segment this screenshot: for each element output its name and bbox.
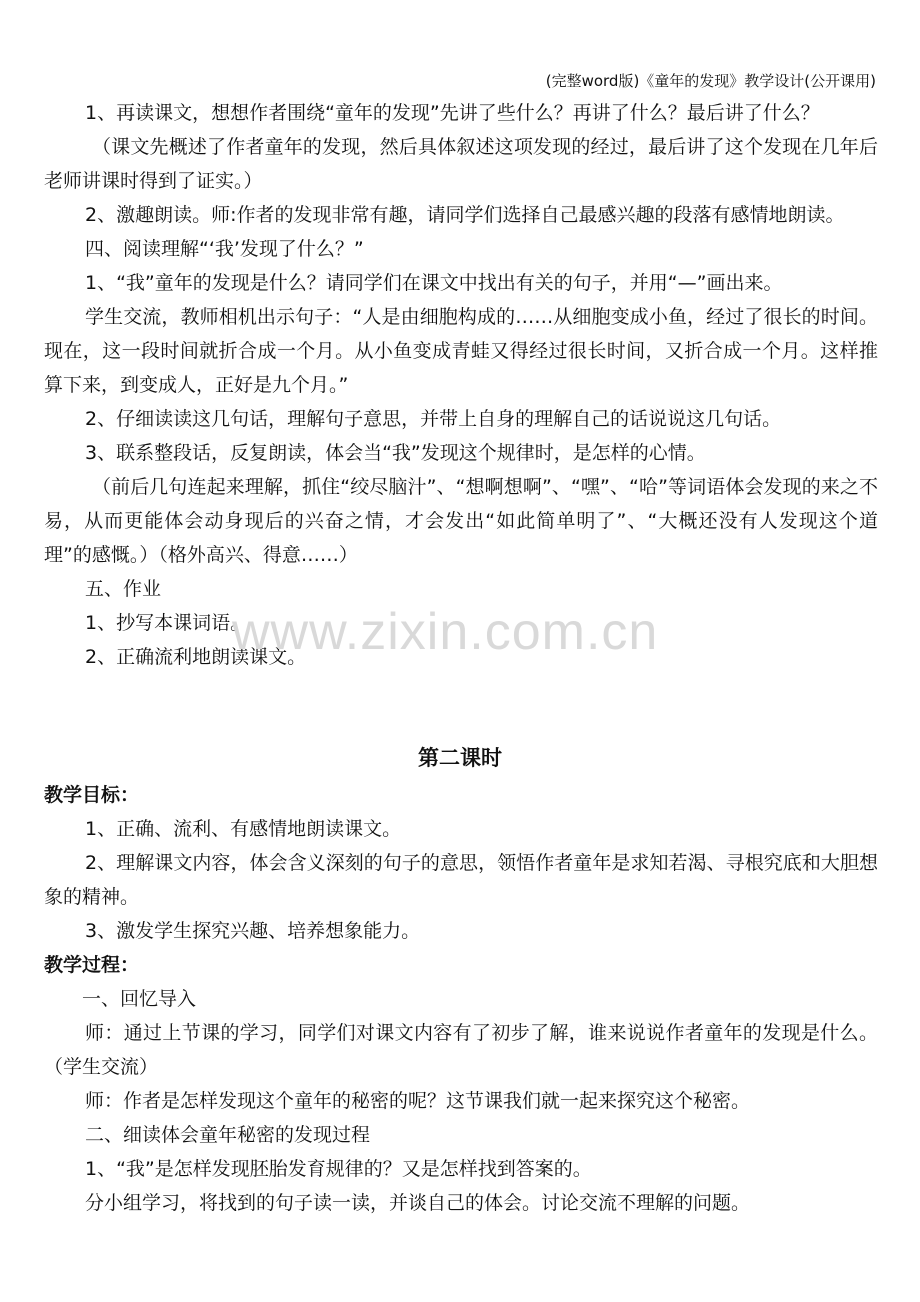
paragraph: 1、“我”是怎样发现胚胎发育规律的？又是怎样找到答案的。 [85,1158,592,1180]
watermark: www.zixin.com.cn [232,603,659,661]
paragraph: 师：作者是怎样发现这个童年的秘密的呢？这节课我们就一起来探究这个秘密。 [85,1090,751,1112]
section-lesson-two [44,778,878,1220]
paragraph: 师：通过上节课的学习，同学们对课文内容有了初步了解，谁来说说作者童年的发现是什么。（学生交流） [44,1022,878,1078]
section-heading: 二、细读体会童年秘密的发现过程 [85,1124,371,1146]
process-heading: 教学过程： [44,954,140,976]
lesson-title: 第二课时 [418,746,502,770]
goals-heading: 教学目标： [44,784,140,806]
paragraph: 1、“我”童年的发现是什么？请同学们在课文中找出有关的句子，并用“—”画出来。 [85,272,783,294]
paragraph: 3、联系整段话，反复朗读，体会当“我”发现这个规律时，是怎样的心情。 [85,442,706,464]
goal-item: 2、理解课文内容，体会含义深刻的句子的意思，领悟作者童年是求知若渴、寻根究底和大胆想象的精神。 [44,852,878,908]
page-header: (完整word版)《童年的发现》教学设计(公开课用) [545,72,876,90]
section-lesson-one [44,96,878,674]
paragraph: 学生交流，教师相机出示句子：“人是由细胞构成的……从细胞变成小鱼，经过了很长的时间。现在，这一段时间就折合成一个月。从小鱼变成青蛙又得经过很长时间，又折合成一个月。这样推算下来，到变成人，正好是九个月。” [44,306,878,396]
section-heading: 一、回忆导入 [82,988,197,1010]
section-heading: 五、作业 [85,578,162,600]
paragraph: 1、再读课文，想想作者围绕“童年的发现”先讲了些什么？再讲了什么？最后讲了什么？ [85,102,820,124]
list-item: 2、正确流利地朗读课文。 [85,646,307,668]
paragraph: 分小组学习，将找到的句子读一读，并谈自己的体会。讨论交流不理解的问题。 [85,1192,751,1214]
goal-item: 3、激发学生探究兴趣、培养想象能力。 [85,920,421,942]
goal-item: 1、正确、流利、有感情地朗读课文。 [85,818,402,840]
paragraph: 2、仔细读读这几句话，理解句子意思，并带上自身的理解自己的话说说这几句话。 [85,408,782,430]
section-heading: 四、阅读理解“‘我’发现了什么？” [85,238,364,260]
list-item: 1、抄写本课词语。 [85,612,250,634]
paragraph: （课文先概述了作者童年的发现，然后具体叙述这项发现的经过，最后讲了这个发现在几年后老师讲课时得到了证实。） [44,136,878,192]
paragraph: （前后几句连起来理解，抓住“绞尽脑汁”、“想啊想啊”、“嘿”、“哈”等词语体会发现的来之不易，从而更能体会动身现后的兴奋之情，才会发出“如此简单明了”、“大概还没有人发现这个道理”的感慨。）（格外高兴、得意……） [44,476,878,566]
paragraph: 2、激趣朗读。师:作者的发现非常有趣，请同学们选择自己最感兴趣的段落有感情地朗读。 [85,204,845,226]
